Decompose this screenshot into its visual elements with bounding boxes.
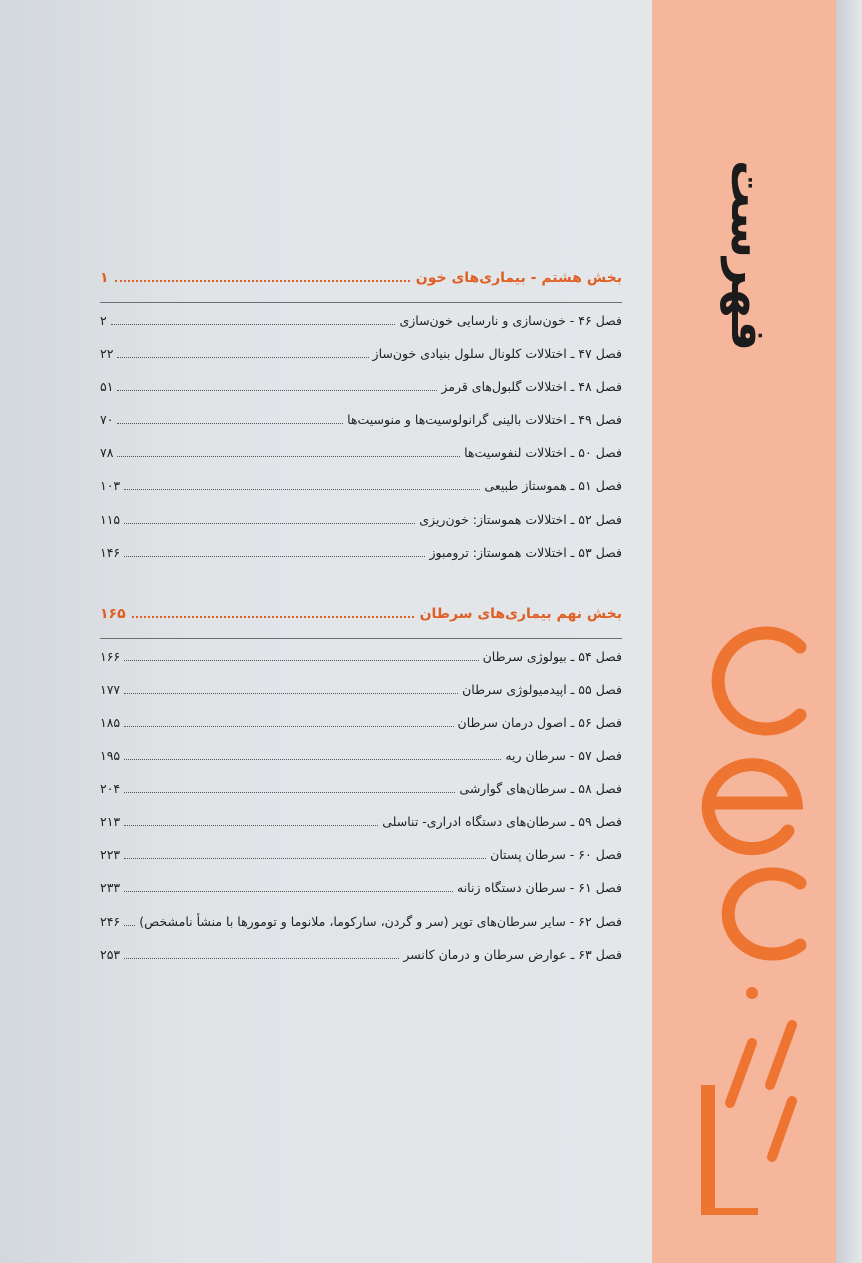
chapter-title: فصل ۶۱ - سرطان دستگاه زنانه	[457, 880, 622, 896]
dot-leader	[124, 858, 486, 859]
toc-entry[interactable]	[100, 545, 622, 578]
toc-entry[interactable]	[100, 880, 622, 913]
chapter-page: ۲۴۶	[100, 913, 121, 929]
chapter-title: فصل ۵۶ ـ اصول درمان سرطان	[457, 714, 622, 730]
chapter-title: فصل ۵۰ ـ اختلالات لنفوسیت‌ها	[464, 445, 622, 461]
chapter-title: فصل ۶۳ ـ عوارض سرطان و درمان کانسر	[403, 946, 622, 962]
chapter-title: فصل ۴۷ ـ اختلالات کلونال سلول بنیادی خون‌ساز	[372, 346, 622, 362]
chapter-page: ۷۸	[100, 445, 114, 461]
chapter-title: فصل ۴۸ ـ اختلالات گلبول‌های قرمز	[441, 379, 622, 395]
toc-entry[interactable]	[100, 512, 622, 545]
section-title: بخش هشتم - بیماری‌های خون	[415, 270, 622, 286]
chapter-page: ۱۶۶	[100, 648, 121, 664]
toc-entry[interactable]	[100, 914, 622, 947]
dot-leader	[124, 726, 453, 727]
chapter-title: فصل ۵۳ ـ اختلالات هموستاز: ترومبوز	[429, 544, 622, 560]
toc-entry[interactable]	[100, 412, 622, 445]
chapter-page: ۵۱	[100, 379, 114, 395]
chapter-title: فصل ۵۹ ـ سرطان‌های دستگاه ادراری- تناسلی	[382, 814, 622, 830]
section-heading[interactable]	[100, 270, 622, 296]
toc-entry[interactable]	[100, 682, 622, 715]
dot-leader	[124, 489, 480, 490]
dot-leader	[124, 660, 478, 661]
section-title: بخش نهم بیماری‌های سرطان	[419, 605, 622, 622]
toc-entry[interactable]	[100, 445, 622, 478]
dot-leader	[124, 825, 378, 826]
dot-leader	[117, 357, 368, 358]
dot-leader	[124, 958, 399, 959]
dot-leader	[117, 423, 343, 424]
dot-leader	[117, 456, 460, 457]
chapter-title: فصل ۵۷ - سرطان ریه	[505, 748, 622, 764]
dot-leader	[124, 759, 501, 760]
chapter-page: ۲۵۳	[100, 946, 121, 962]
toc-entry[interactable]	[100, 947, 622, 980]
section-page: ۱	[100, 270, 109, 286]
side-title: فهرست	[720, 160, 776, 351]
toc-entry[interactable]	[100, 814, 622, 847]
chapter-title: فصل ۵۱ ـ هموستاز طبیعی	[484, 478, 622, 494]
section-gap	[100, 578, 622, 606]
dot-leader	[111, 324, 396, 325]
chapter-page: ۱۱۵	[100, 511, 121, 527]
chapter-page: ۱۴۶	[100, 544, 121, 560]
chapter-page: ۱۰۳	[100, 478, 121, 494]
cecil-logo-icon	[688, 615, 808, 1219]
chapter-page: ۲۲۳	[100, 847, 121, 863]
dot-leader	[124, 523, 415, 524]
toc-entry[interactable]	[100, 478, 622, 511]
section-divider	[100, 638, 622, 639]
toc-entry[interactable]	[100, 715, 622, 748]
chapter-page: ۲۲	[100, 346, 114, 362]
table-of-contents	[100, 270, 622, 980]
chapter-page: ۱۷۷	[100, 681, 121, 697]
chapter-page: ۲۱۳	[100, 814, 121, 830]
chapter-page: ۷۰	[100, 412, 114, 428]
dot-leader	[124, 792, 455, 793]
section-heading[interactable]	[100, 606, 622, 632]
dot-leader	[115, 280, 410, 282]
chapter-title: فصل ۵۲ ـ اختلالات هموستاز: خون‌ریزی	[419, 511, 622, 527]
toc-entry[interactable]	[100, 649, 622, 682]
chapter-page: ۲۰۴	[100, 781, 121, 797]
chapter-page: ۲۳۳	[100, 880, 121, 896]
toc-entry[interactable]	[100, 748, 622, 781]
toc-entry[interactable]	[100, 847, 622, 880]
chapter-title: فصل ۵۵ ـ اپیدمیولوژی سرطان	[462, 681, 622, 697]
section-page: ۱۶۵	[100, 605, 126, 622]
chapter-title: فصل ۵۸ ـ سرطان‌های گوارشی	[459, 781, 622, 797]
chapter-title: فصل ۵۴ ـ بیولوژی سرطان	[482, 648, 622, 664]
chapter-page: ۲	[100, 313, 107, 328]
chapter-title: فصل ۴۶ - خون‌سازی و نارسایی خون‌سازی	[399, 313, 622, 328]
toc-entry[interactable]	[100, 379, 622, 412]
toc-entry[interactable]	[100, 346, 622, 379]
dot-leader	[132, 616, 414, 618]
page-edge	[836, 0, 862, 1263]
section-divider	[100, 302, 622, 303]
dot-leader	[124, 925, 135, 926]
dot-leader	[124, 891, 453, 892]
chapter-page: ۱۹۵	[100, 748, 121, 764]
dot-leader	[124, 693, 458, 694]
chapter-title: فصل ۴۹ ـ اختلالات بالینی گرانولوسیت‌ها و منوسیت‌ها	[347, 412, 622, 428]
toc-entry[interactable]	[100, 313, 622, 346]
chapter-title: فصل ۶۰ - سرطان پستان	[490, 847, 622, 863]
toc-entry[interactable]	[100, 781, 622, 814]
dot-leader	[124, 556, 425, 557]
chapter-page: ۱۸۵	[100, 714, 121, 730]
dot-leader	[117, 390, 437, 391]
chapter-title: فصل ۶۲ - سایر سرطان‌های توپر (سر و گردن، سارکوما، ملانوما و تومورها با منشأ نامشخص)	[139, 913, 622, 929]
